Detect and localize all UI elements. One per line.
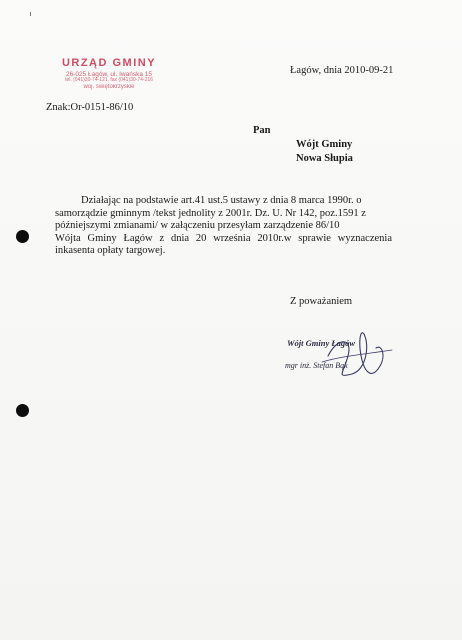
signature-name: mgr inż. Stefan Bąk: [285, 361, 348, 370]
addressee-line-2: Nowa Słupia: [296, 152, 353, 164]
punch-hole: [16, 404, 29, 417]
office-stamp: [50, 58, 168, 90]
punch-hole: [16, 230, 29, 243]
handwritten-signature: [318, 326, 398, 386]
stamp-phone: tel. (041)30-74-121, fax (041)30-74-216: [65, 77, 153, 84]
addressee-block: [296, 138, 353, 165]
body-line-3: późniejszymi zmianami/ w załączeniu przesyłam zarządzenie 86/10: [55, 220, 340, 232]
letter-body: [55, 195, 392, 258]
signature-role: Wójt Gminy Łagów: [287, 338, 356, 348]
body-line-5: inkasenta opłaty targowej.: [55, 245, 166, 257]
reference-number: Znak:Or-0151-86/10: [46, 102, 134, 113]
scan-mark: [30, 12, 31, 16]
date-line: Łagów, dnia 2010-09-21: [290, 65, 394, 76]
body-line-2: samorządzie gminnym /tekst jednolity z 2001r. Dz. U. Nr 142, poz.1591 z: [55, 207, 366, 219]
closing-phrase: Z poważaniem: [290, 296, 353, 307]
stamp-address: 26-025 Łagów, ul. Iwańska 15: [65, 70, 152, 78]
addressee-line-1: Wójt Gminy: [296, 139, 353, 150]
salutation: Pan: [253, 125, 271, 136]
stamp-voivodeship: woj. świętokrzyskie: [83, 83, 135, 90]
body-line-4: Wójta Gminy Łagów z dnia 20 września 2010r.w sprawie wyznaczenia: [55, 232, 392, 244]
stamp-title: URZĄD GMINY: [61, 57, 157, 69]
body-line-1: Działając na podstawie art.41 ust.5 ustawy z dnia 8 marca 1990r. o: [81, 195, 362, 206]
